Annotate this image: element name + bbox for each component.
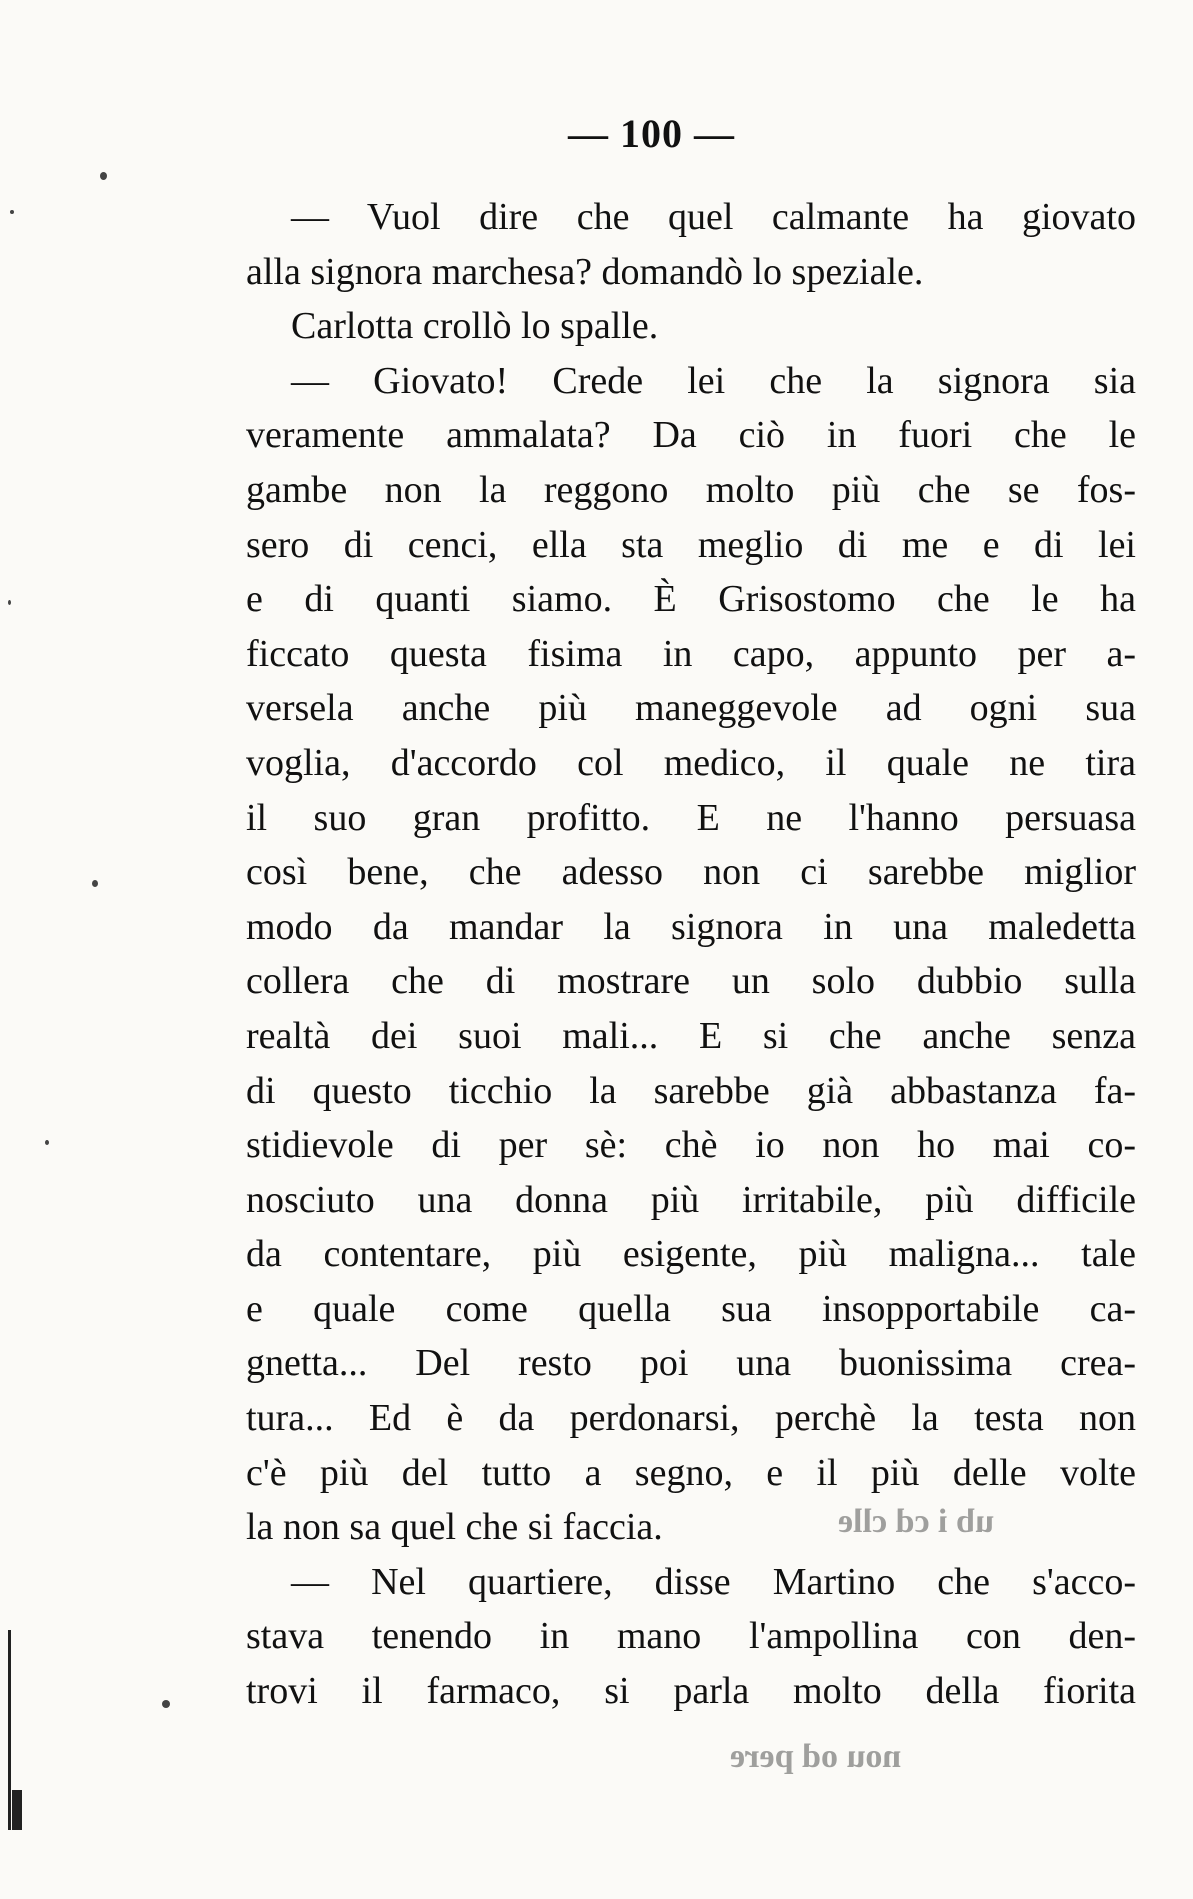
text-line: da contentare, più esigente, più maligna... tale [246,1233,1136,1276]
page-number: — 100 — [568,111,735,156]
text-line: il suo gran profitto. E ne l'hanno persuasa [246,796,1136,839]
text-line: collera che di mostrare un solo dubbio sulla [246,960,1136,1003]
text-line: nosciuto una donna più irritabile, più difficile [246,1178,1136,1221]
text-line: stidievole di per sè: chè io non ho mai co- [246,1124,1136,1167]
scan-speck [92,880,98,887]
scan-speck [100,172,107,180]
text-line: la non sa quel che si faccia. [246,1506,663,1549]
show-through-mark: ub i cd clle [838,1503,994,1540]
text-line: e quale come quella sua insopportabile ca- [246,1287,1136,1330]
text-line: gnetta... Del resto poi una buonissima crea- [246,1342,1136,1385]
scan-speck [10,210,14,214]
page-edge-mark [8,1630,11,1830]
text-line: realtà dei suoi mali... E si che anche senza [246,1014,1136,1057]
text-line: — Nel quartiere, disse Martino che s'acco- [291,1560,1136,1603]
text-line: e di quanti siamo. È Grisostomo che le ha [246,578,1136,621]
text-line: di questo ticchio la sarebbe già abbastanza fa- [246,1069,1136,1112]
scan-speck [45,1140,49,1145]
page-edge-mark [12,1790,22,1830]
text-line: trovi il farmaco, si parla molto della fiorita [246,1670,1136,1713]
text-line: veramente ammalata? Da ciò in fuori che le [246,414,1136,457]
show-through-mark: nou od pere [730,1738,902,1775]
scan-speck [162,1700,170,1708]
text-line: così bene, che adesso non ci sarebbe miglior [246,851,1136,894]
text-line: stava tenendo in mano l'ampollina con den- [246,1615,1136,1658]
text-line: — Vuol dire che quel calmante ha giovato [291,196,1136,238]
text-line: modo da mandar la signora in una maledetta [246,905,1136,948]
body-text [246,190,1136,1719]
text-line: voglia, d'accordo col medico, il quale ne tira [246,741,1136,784]
text-line: versela anche più maneggevole ad ogni sua [246,687,1136,730]
text-line: sero di cenci, ella sta meglio di me e di lei [246,523,1136,566]
text-line: Carlotta crollò lo spalle. [291,305,659,348]
text-line: ficcato questa fisima in capo, appunto per a- [246,632,1136,675]
text-line: alla signora marchesa? domandò lo speziale. [246,250,924,293]
text-line: gambe non la reggono molto più che se fos- [246,468,1136,511]
scan-speck [8,600,11,605]
text-line: — Giovato! Crede lei che la signora sia [291,359,1136,402]
text-line: c'è più del tutto a segno, e il più delle volte [246,1451,1136,1494]
text-line: tura... Ed è da perdonarsi, perchè la testa non [246,1397,1136,1440]
